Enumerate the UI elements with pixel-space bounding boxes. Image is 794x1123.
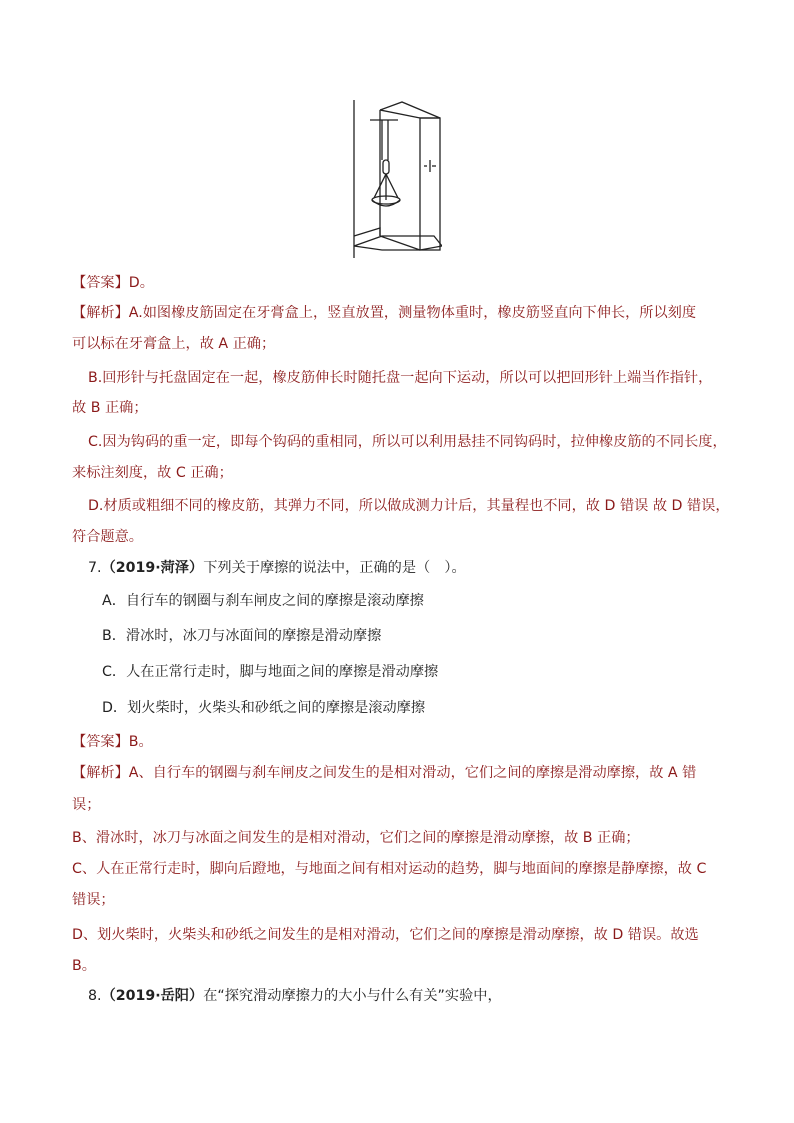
q7-option-d: D．划火柴时，火柴头和砂纸之间的摩擦是滚动摩擦: [102, 700, 426, 716]
q7-analysis-a-line1: 【解析】A、自行车的钢圈与刹车闸皮之间发生的是相对滑动，它们之间的摩擦是滑动摩擦，故 A 错: [72, 765, 697, 781]
q7-answer-line: 【答案】B。: [72, 734, 153, 750]
q6-answer-line: [72, 273, 154, 293]
q7-analysis-d-line1: D、划火柴时，火柴头和砂纸之间发生的是相对滑动，它们之间的摩擦是滑动摩擦，故 D 错误。故选: [72, 927, 699, 943]
q7-analysis-d-line2: B。: [72, 958, 96, 974]
q6-answer-tag: 【答案】: [72, 275, 129, 291]
q6-analysis-b-line2: 故 B 正确；: [72, 400, 148, 416]
q7-analysis-c-line2: 错误；: [72, 892, 115, 908]
q7-source: （2019·菏泽）: [101, 560, 204, 576]
rubber-band-scale-figure: [352, 100, 442, 260]
q6-analysis-a-line1: 【解析】A.如图橡皮筋固定在牙膏盒上，竖直放置，测量物体重时，橡皮筋竖直向下伸长，所以刻度: [72, 305, 697, 321]
q8-source: （2019·岳阳）: [101, 988, 204, 1004]
q7-analysis-b-line1: B、滑冰时，冰刀与冰面之间发生的是相对滑动，它们之间的摩擦是滑动摩擦，故 B 正确；: [72, 830, 640, 846]
q7-option-c: C．人在正常行走时，脚与地面之间的摩擦是滑动摩擦: [102, 664, 439, 680]
q6-analysis-c-line2: 来标注刻度，故 C 正确；: [72, 465, 233, 481]
q6-analysis-b-line1: B.回形针与托盘固定在一起，橡皮筋伸长时随托盘一起向下运动，所以可以把回形针上端当作指针，: [88, 370, 713, 386]
q6-answer-value: D。: [128, 275, 154, 291]
q7-stem: 7.（2019·菏泽）下列关于摩擦的说法中，正确的是（ ）。: [88, 560, 466, 576]
q6-analysis-d-line2: 符合题意。: [72, 529, 143, 545]
q8-stem: 8.（2019·岳阳）在“探究滑动摩擦力的大小与什么有关”实验中，: [88, 988, 502, 1004]
q7-analysis-a-line2: 误；: [72, 797, 101, 813]
q7-option-a: A．自行车的钢圈与刹车闸皮之间的摩擦是滚动摩擦: [102, 593, 424, 609]
q7-option-b: B．滑冰时，冰刀与冰面间的摩擦是滑动摩擦: [102, 628, 382, 644]
q6-analysis-tag: 【解析】: [72, 305, 129, 321]
q6-analysis-a-line2: 可以标在牙膏盒上，故 A 正确；: [72, 336, 276, 352]
q6-analysis-c-line1: C.因为钩码的重一定，即每个钩码的重相同，所以可以利用悬挂不同钩码时，拉伸橡皮筋的不同长度，: [88, 434, 727, 450]
q6-analysis-d-line1: D.材质或粗细不同的橡皮筋，其弹力不同，所以做成测力计后，其量程也不同，故 D 错误 故 D 错误，: [88, 498, 730, 514]
q7-analysis-c-line1: C、人在正常行走时，脚向后蹬地，与地面之间有相对运动的趋势，脚与地面间的摩擦是静摩擦，故 C: [72, 861, 707, 877]
